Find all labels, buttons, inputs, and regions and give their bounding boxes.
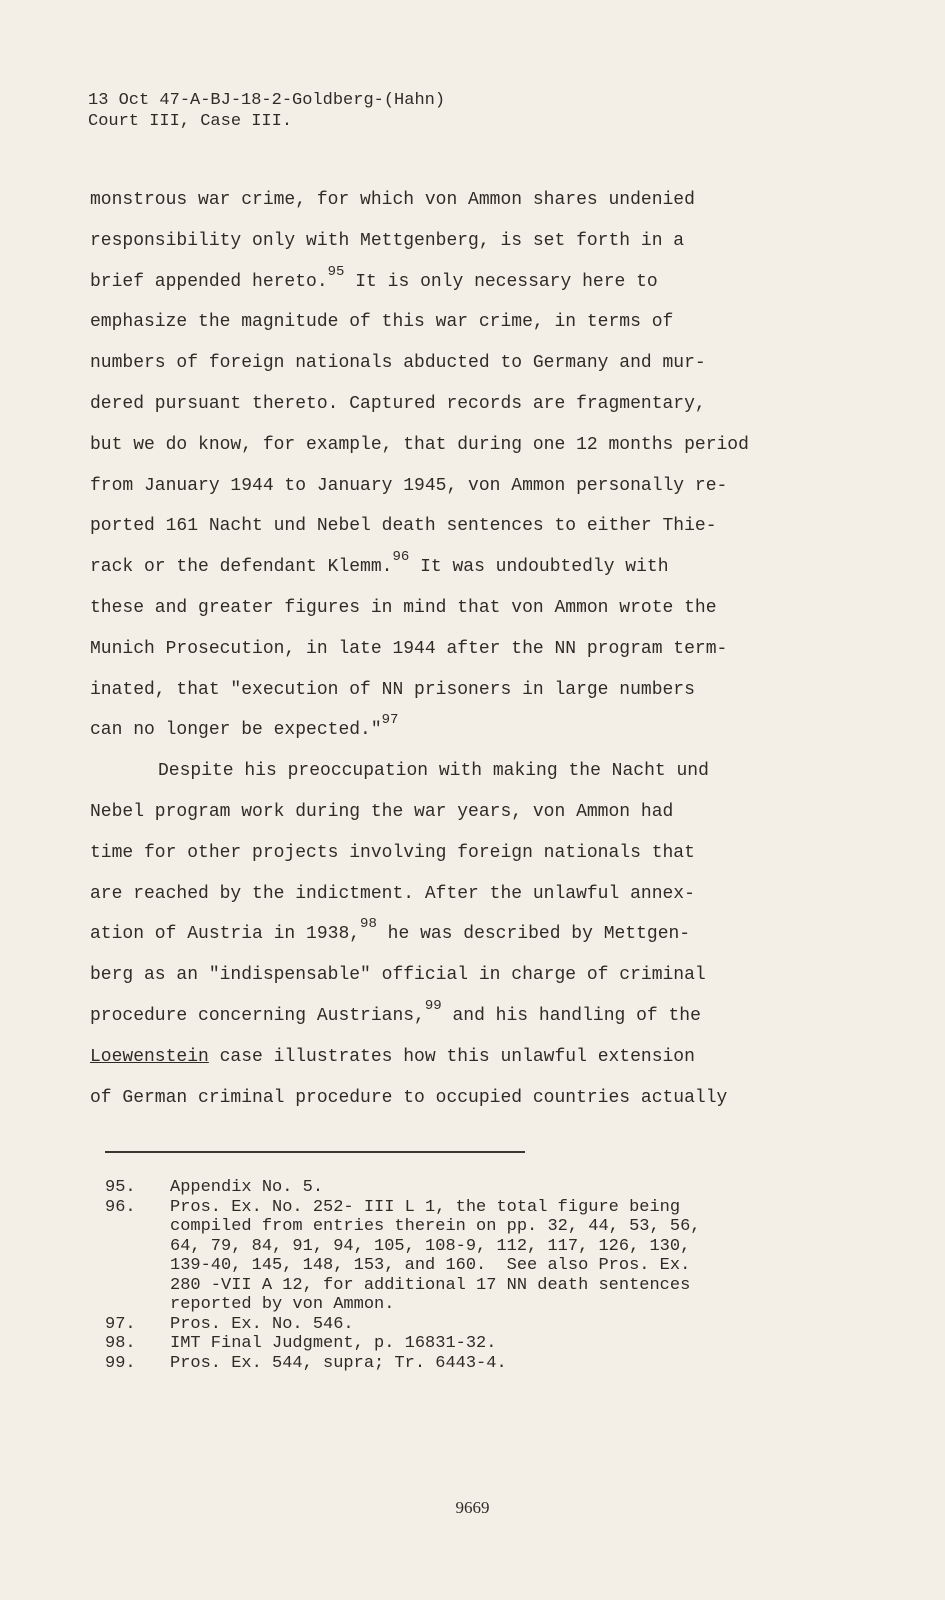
body-line	[90, 710, 850, 751]
body-line	[90, 384, 850, 425]
body-line-text: are reached by the indictment. After the unlawful annex-	[90, 883, 695, 904]
body-line-text: berg as an "indispensable" official in charge of criminal	[90, 965, 706, 986]
body-line-text: case illustrates how this unlawful extension	[208, 1046, 695, 1067]
body-line	[90, 262, 850, 303]
body-line	[90, 792, 850, 833]
page-number: 9669	[455, 1498, 490, 1517]
body-line	[90, 833, 850, 874]
body-line	[90, 629, 850, 670]
body-line-text: and his handling of the	[441, 1005, 701, 1026]
body-line	[90, 506, 850, 547]
body-line	[90, 180, 850, 221]
footnote-text: Appendix No. 5.	[170, 1178, 324, 1197]
footnote-text: Pros. Ex. No. 252- III L 1, the total figure being compiled from entries therein on pp. 32, 44, 53, 56, 64, 79, 84, 91, 94, 105, 108-9, 112, 117, 126, 130, 139-40, 145, 148, 153, and 160. See also Pros. Ex. 280 -VII A 12, for additional 17 NN death sentences reported by von Ammon.	[170, 1197, 701, 1314]
body-line-text: Nebel program work during the war years, von Ammon had	[90, 801, 674, 822]
body-line-text: responsibility only with Mettgenberg, is set forth in a	[90, 230, 685, 251]
footnote-divider	[105, 1151, 525, 1153]
body-text	[90, 180, 850, 1118]
body-line-text: It is only necessary here to	[344, 271, 658, 292]
body-line-text: ation of Austria in 1938,	[90, 924, 361, 945]
footnote	[105, 1178, 701, 1198]
footnote-number: 96.	[105, 1197, 136, 1217]
footnote-number: 97.	[105, 1314, 136, 1334]
body-line-text: can no longer be expected."	[90, 720, 382, 741]
body-line	[90, 955, 850, 996]
body-line-text: brief appended hereto.	[90, 271, 328, 292]
body-line	[90, 914, 850, 955]
footnote-reference: 97	[381, 712, 399, 729]
body-line	[90, 751, 850, 792]
footnote	[105, 1354, 701, 1374]
body-line-text: but we do know, for example, that during one 12 months period	[90, 434, 749, 455]
footnote-reference: 98	[360, 916, 377, 933]
footnote	[105, 1315, 701, 1335]
body-line-text: Munich Prosecution, in late 1944 after the NN program term-	[90, 638, 728, 659]
footnote-number: 98.	[105, 1334, 136, 1353]
body-line-text: ported 161 Nacht und Nebel death sentences to either Thie-	[90, 516, 717, 537]
footnotes	[105, 1178, 701, 1373]
body-line	[90, 996, 850, 1037]
body-line-text: time for other projects involving foreign nationals that	[90, 842, 695, 863]
body-line-text: numbers of foreign nationals abducted to Germany and mur-	[90, 353, 706, 374]
body-line-text: inated, that "execution of NN prisoners in large numbers	[90, 679, 695, 700]
body-line	[90, 466, 850, 507]
body-line-text: Despite his preoccupation with making the Nacht und	[158, 761, 709, 782]
body-line-text: of German criminal procedure to occupied countries actually	[90, 1087, 728, 1108]
footnote-reference: 95	[327, 263, 345, 280]
body-line-text: from January 1944 to January 1945, von Ammon personally re-	[90, 475, 728, 496]
body-line-text: monstrous war crime, for which von Ammon shares undenied	[90, 190, 695, 210]
body-line-text: rack or the defendant Klemm.	[90, 557, 393, 578]
footnote-text: Pros. Ex. 544, supra; Tr. 6443-4.	[170, 1353, 507, 1373]
body-line-text: procedure concerning Austrians,	[90, 1005, 425, 1026]
footnote-text: Pros. Ex. No. 546.	[170, 1314, 354, 1334]
header-line-2: Court III, Case III.	[88, 112, 293, 131]
header-line-1: 13 Oct 47-A-BJ-18-2-Goldberg-(Hahn)	[88, 91, 446, 110]
body-line	[90, 302, 850, 343]
footnote-reference: 99	[424, 997, 442, 1014]
body-line-text: dered pursuant thereto. Captured records are fragmentary,	[90, 393, 706, 414]
footnote	[105, 1334, 701, 1354]
body-line	[90, 1078, 850, 1119]
body-line	[90, 874, 850, 915]
body-line-text: It was undoubtedly with	[409, 557, 669, 578]
body-line-text: these and greater figures in mind that von Ammon wrote the	[90, 597, 717, 618]
header	[88, 90, 445, 132]
body-line	[90, 425, 850, 466]
body-line	[90, 221, 850, 262]
body-line	[90, 1037, 850, 1078]
footnote	[105, 1198, 701, 1315]
underlined-case-name: Loewenstein	[90, 1046, 209, 1067]
body-line-text: emphasize the magnitude of this war crime, in terms of	[90, 312, 674, 333]
footnote-number: 95.	[105, 1178, 136, 1197]
body-line-text: he was described by Mettgen-	[376, 924, 691, 945]
footnote-text: IMT Final Judgment, p. 16831-32.	[170, 1334, 497, 1353]
body-line	[90, 588, 850, 629]
footnote-reference: 96	[392, 549, 410, 566]
body-line	[90, 343, 850, 384]
body-line	[90, 547, 850, 588]
body-line	[90, 670, 850, 711]
footnote-number: 99.	[105, 1353, 136, 1373]
